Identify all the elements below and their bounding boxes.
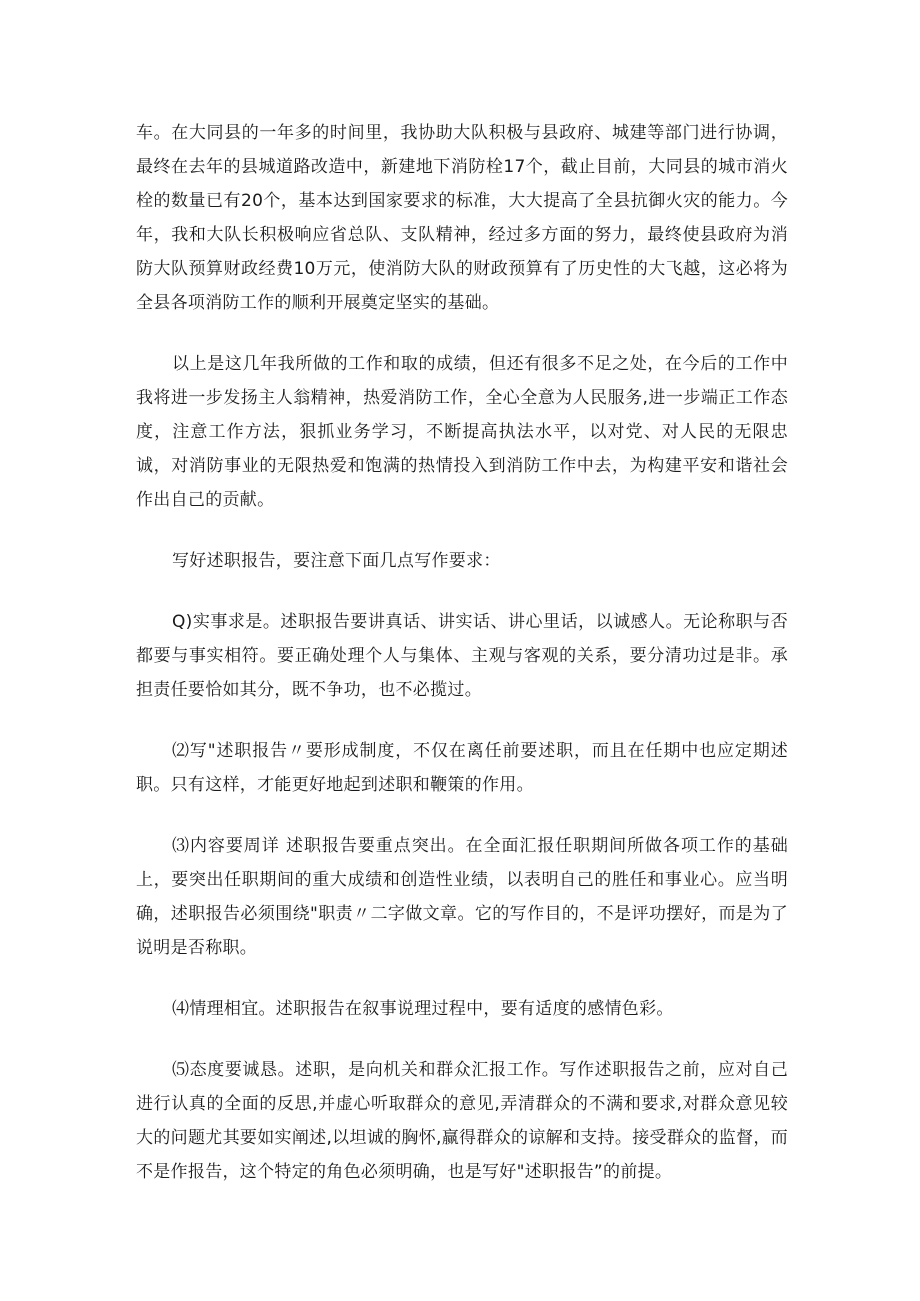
paragraph-requirement-2: ⑵写"述职报告〃要形成制度，不仅在离任前要述职，而且在任期中也应定期述职。只有这样，才能更好地起到述职和鞭策的作用。: [136, 741, 788, 795]
paragraph-requirements-intro: 写好述职报告，要注意下面几点写作要求：: [172, 551, 501, 571]
paragraph-requirement-5: ⑸态度要诚恳。述职，是向机关和群众汇报工作。写作述职报告之前，应对自己进行认真的全面的反思,并虚心听取群众的意见,弄清群众的不满和要求,对群众意见较大的问题尤其要如实阐述,以坦诚的胸怀,赢得群众的谅解和支持。接受群众的监督，而不是作报告，这个特定的角色必须明确，也是写好"述职报告”的前提。: [136, 1060, 788, 1182]
paragraph-requirement-3: ⑶内容要周详 述职报告要重点突出。在全面汇报任职期间所做各项工作的基础上，要突出任职期间的重大成绩和创造性业绩，以表明自己的胜任和事业心。应当明确，述职报告必须围绕"职责〃二字做文章。它的写作目的，不是评功摆好，而是为了说明是否称职。: [136, 836, 788, 958]
paragraph-continuation: 车。在大同县的一年多的时间里，我协助大队积极与县政府、城建等部门进行协调，最终在去年的县城道路改造中，新建地下消防栓17个，截止目前，大同县的城市消火栓的数量已有20个，基本达到国家要求的标准，大大提高了全县抗御火灾的能力。今年，我和大队长积极响应省总队、支队精神，经过多方面的努力，最终使县政府为消防大队预算财政经费10万元，使消防大队的财政预算有了历史性的大飞越，这必将为全县各项消防工作的顺利开展奠定坚实的基础。: [136, 123, 788, 313]
paragraph-requirement-1: Q)实事求是。述职报告要讲真话、讲实话、讲心里话，以诚感人。无论称职与否都要与事实相符。要正确处理个人与集体、主观与客观的关系，要分清功过是非。承担责任要恰如其分，既不争功，也不必揽过。: [136, 612, 788, 700]
paragraph-summary: 以上是这几年我所做的工作和取的成绩，但还有很多不足之处，在今后的工作中我将进一步发扬主人翁精神，热爱消防工作，全心全意为人民服务,进一步端正工作态度，注意工作方法，狠抓业务学习，不断提高执法水平，以对党、对人民的无限忠诚，对消防事业的无限热爱和饱满的热情投入到消防工作中去，为构建平安和谐社会作出自己的贡献。: [136, 354, 788, 510]
document-body: [136, 116, 788, 1189]
paragraph-requirement-4: ⑷情理相宜。述职报告在叙事说理过程中，要有适度的感情色彩。: [172, 999, 674, 1019]
